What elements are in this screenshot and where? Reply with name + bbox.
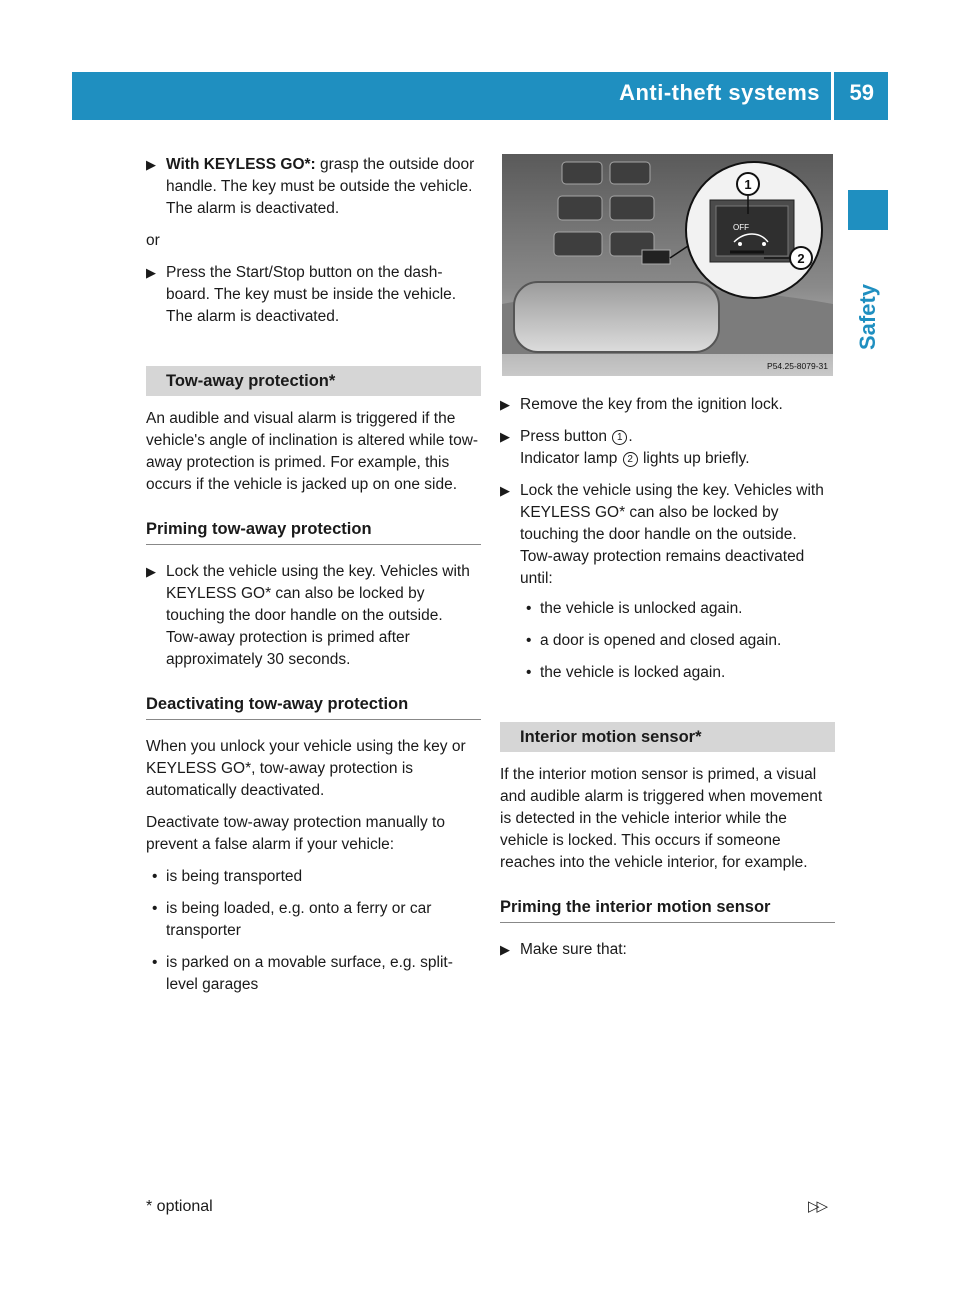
list-item: • a door is opened and closed again. xyxy=(520,630,835,652)
section-title: Anti-theft systems xyxy=(619,80,820,105)
control-panel-illustration xyxy=(502,154,833,376)
step-text: Press the Start/Stop button on the dash-board. The key must be inside the vehicle. xyxy=(166,264,457,303)
step-result: The alarm is deactivated. xyxy=(166,308,340,325)
bullet-icon: • xyxy=(152,900,158,917)
step-result: Tow-away protection remains deactivated until: xyxy=(520,548,805,587)
bullet-icon: • xyxy=(526,632,532,649)
instruction-step xyxy=(146,154,481,220)
list-item: • the vehicle is unlocked again. xyxy=(520,598,835,620)
bullet-icon: • xyxy=(526,664,532,681)
step-text: Make sure that: xyxy=(520,941,627,958)
callout-number: 2 xyxy=(797,251,805,266)
step-arrow-icon: ▶ xyxy=(146,157,156,172)
step-lead: With KEYLESS GO*: xyxy=(166,156,316,173)
step-text: Lock the vehicle using the key. Vehicles with KEYLESS GO* can also be locked by touching the door handle on the outside. xyxy=(166,563,470,624)
list-item: • the vehicle is locked again. xyxy=(520,662,835,684)
step-arrow-icon: ▶ xyxy=(146,564,156,579)
header-separator xyxy=(831,72,834,120)
instruction-step xyxy=(146,561,481,671)
right-column xyxy=(500,394,835,971)
step-arrow-icon: ▶ xyxy=(500,942,510,957)
figure-code: P54.25-8079-31 xyxy=(767,361,828,371)
tow-away-heading: Tow-away protection* xyxy=(146,366,481,396)
list-item: • is being loaded, e.g. onto a ferry or car transporter xyxy=(152,900,432,939)
step-arrow-icon: ▶ xyxy=(146,265,156,280)
interior-motion-intro: If the interior motion sensor is primed, a visual and audible alarm is triggered when movement is detected in the vehicle interior while the vehicle is locked. This occurs if someone reaches into the vehicle interior, for example. xyxy=(500,766,823,871)
step-arrow-icon: ▶ xyxy=(500,429,510,444)
instruction-step: ▶ Press button 1 . Indicator lamp 2 lights up briefly. xyxy=(500,428,750,467)
overhead-control-panel-photo xyxy=(502,154,833,376)
chapter-tab-marker xyxy=(848,190,888,230)
bullet-icon: • xyxy=(152,954,158,971)
list-item: • is parked on a movable surface, e.g. split-level garages xyxy=(152,954,453,993)
bullet-icon: • xyxy=(526,600,532,617)
chapter-label: Safety xyxy=(855,283,880,350)
instruction-step xyxy=(500,394,835,416)
priming-heading: Priming tow-away protection xyxy=(146,518,481,545)
step-text: Lock the vehicle using the key. Vehicles with KEYLESS GO* can also be locked by touching the door handle on the outside. xyxy=(520,482,824,543)
callout-number: 1 xyxy=(744,177,752,192)
deactivating-paragraph: Deactivate tow-away protection manually to prevent a false alarm if your vehicle: xyxy=(146,814,445,853)
instruction-step xyxy=(146,262,481,328)
step-arrow-icon: ▶ xyxy=(500,483,510,498)
header-bar xyxy=(72,72,888,120)
callout-reference: 1 xyxy=(612,430,627,445)
bullet-icon: • xyxy=(152,868,158,885)
step-text: grasp the outside door handle. The key must be outside the vehicle. xyxy=(166,156,475,195)
switch-off-label: OFF xyxy=(733,223,749,232)
priming-ims-heading: Priming the interior motion sensor xyxy=(500,896,835,923)
left-column xyxy=(146,154,481,1006)
deactivating-paragraph: When you unlock your vehicle using the key or KEYLESS GO*, tow-away protection is automatically deactivated. xyxy=(146,738,466,799)
instruction-step xyxy=(500,939,835,961)
list-item: • is being transported xyxy=(146,866,481,888)
deactivating-heading: Deactivating tow-away protection xyxy=(146,693,481,720)
step-arrow-icon: ▶ xyxy=(500,397,510,412)
step-result: The alarm is deactivated. xyxy=(166,200,340,217)
continued-arrows-icon: ▷▷ xyxy=(808,1198,826,1215)
optional-footnote: * optional xyxy=(146,1198,213,1215)
or-text: or xyxy=(146,232,160,249)
page-number: 59 xyxy=(849,80,874,105)
tow-away-intro: An audible and visual alarm is triggered if the vehicle's angle of inclination is altered while tow-away protection is primed. For example, this occurs if the vehicle is jacked up on one side. xyxy=(146,410,479,493)
interior-motion-heading: Interior motion sensor* xyxy=(500,722,835,752)
step-result: Tow-away protection is primed after approximately 30 seconds. xyxy=(166,629,410,668)
step-text: Remove the key from the ignition lock. xyxy=(520,396,783,413)
instruction-step xyxy=(500,480,835,684)
callout-reference: 2 xyxy=(623,452,638,467)
